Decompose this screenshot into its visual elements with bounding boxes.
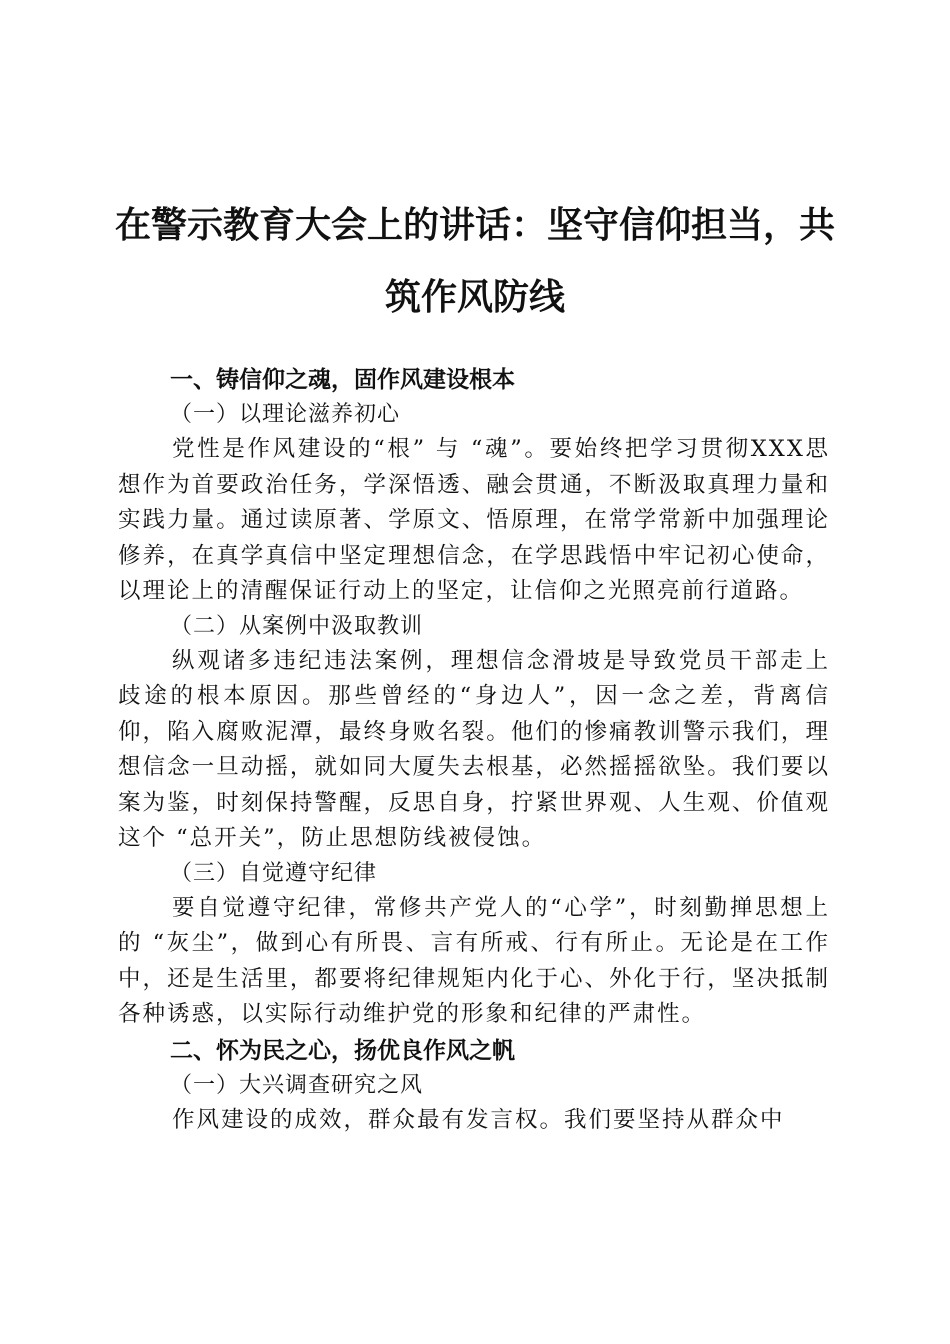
subsection-heading-1-2: （二）从案例中汲取教训: [170, 613, 424, 639]
subsection-heading-1-3: （三）自觉遵守纪律: [170, 860, 378, 886]
subsection-heading-1-1: （一）以理论滋养初心: [170, 402, 401, 427]
document-body: [118, 362, 830, 1138]
title-line-1: 在警示教育大会上的讲话：坚守信仰担当，共: [114, 205, 835, 246]
paragraph-2-1: 作风建设的成效，群众最有发言权。我们要坚持从群众中: [172, 1106, 785, 1133]
paragraph-1-3: 要自觉遵守纪律，常修共产党人的“心学”，时刻勤掸思想上的 “灰尘”，做到心有所畏、言有所戒、行有所止。无论是在工作中，还是生活里，都要将纪律规矩内化于心、外化于行，坚决抵制各种诱惑，以实际行动维护党的形象和纪律的严肃性。: [118, 894, 830, 1027]
paragraph-1-2: 纵观诸多违纪违法案例，理想信念滑坡是导致党员干部走上歧途的根本原因。那些曾经的“身边人”，因一念之差，背离信仰，陷入腐败泥潭，最终身败名裂。他们的惨痛教训警示我们，理想信念一旦动摇，就如同大厦失去根基，必然摇摇欲坠。我们要以案为鉴，时刻保持警醒，反思自身，拧紧世界观、人生观、价值观这个 “总开关”，防止思想防线被侵蚀。: [118, 647, 830, 851]
paragraph-1-1: 党性是作风建设的“根” 与 “魂”。要始终把学习贯彻XXX思想作为首要政治任务，学深悟透、融会贯通，不断汲取真理力量和实践力量。通过读原著、学原文、悟原理，在常学常新中加强理论修养，在真学真信中坚定理想信念，在学思践悟中牢记初心使命，以理论上的清醒保证行动上的坚定，让信仰之光照亮前行道路。: [118, 436, 830, 604]
title-line-2: 筑作风防线: [384, 277, 565, 318]
subsection-heading-2-1: （一）大兴调查研究之风: [170, 1072, 424, 1098]
section-heading-1: 一、铸信仰之魂，固作风建设根本: [170, 367, 515, 393]
document-title: [110, 190, 840, 334]
section-heading-2: 二、怀为民之心，扬优良作风之帆: [170, 1037, 515, 1064]
